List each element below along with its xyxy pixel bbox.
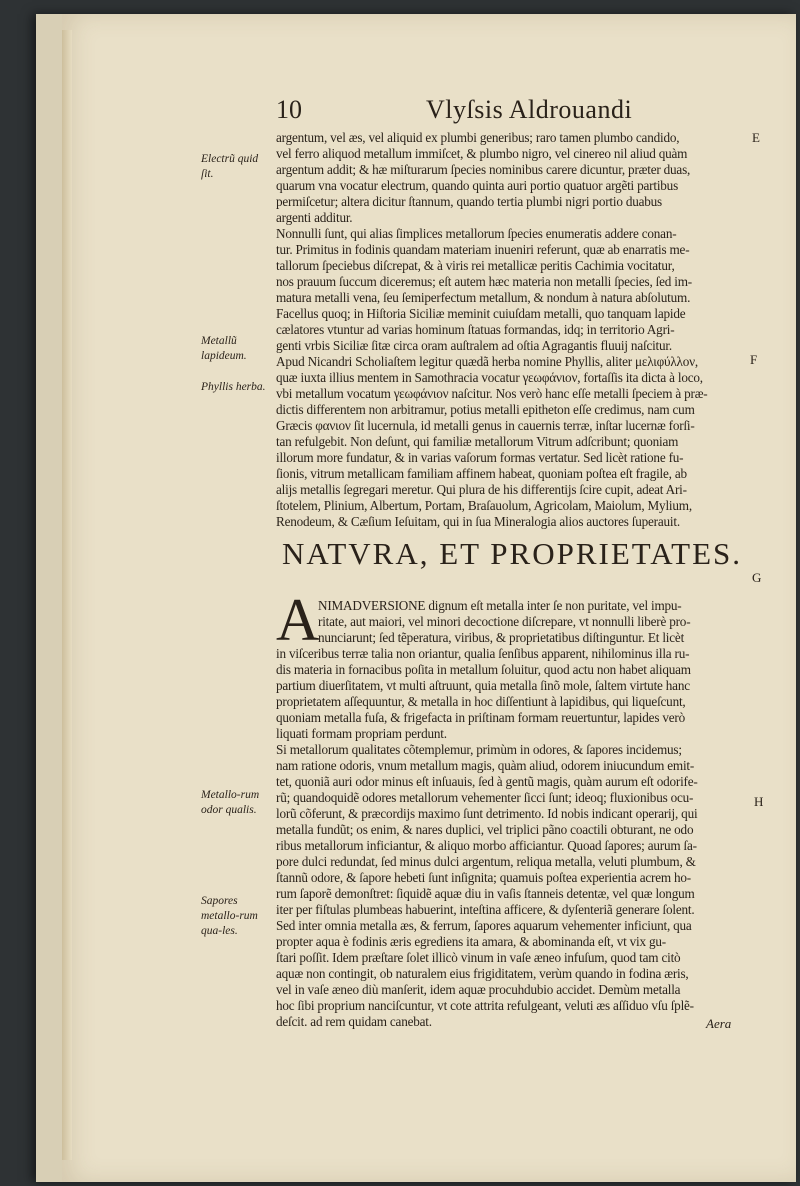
body-line: Renodeum, & Cæſium Ieſuitam, qui in ſua Mineralogia alios auctores ſuperauit. <box>276 514 680 529</box>
section-marker-e: E <box>752 130 760 145</box>
section-line: quoniam metalla fuſa, & frigefacta in priſtinam formam reuertuntur, lapides verò <box>276 710 685 725</box>
body-line: nos prauum ſuccum diceremus; eſt autem hæc materia non metalli ſpecies, ſed im- <box>276 274 692 289</box>
margin-note-sapores: Sapores metallo-rum qua-les. <box>201 895 258 937</box>
body-line: tur. Primitus in fodinis quandam materiam inueniri referunt, quæ ab enarratis me- <box>276 242 690 257</box>
section-line: Si metallorum qualitates cõtemplemur, primùm in odores, & ſapores incidemus; <box>276 742 682 757</box>
page-gutter <box>62 30 72 1160</box>
margin-note-phyllis: Phyllis herba. <box>201 381 266 393</box>
section-line: partium diuerſitatem, vt multi aſtruunt, quia metalla ſinõ mole, ſaltem virtute hanc <box>276 678 690 693</box>
section-line: nunciarunt; ſed tẽperatura, viribus, & proprietatibus diſtinguntur. Et licèt <box>318 630 685 645</box>
body-line: ſionis, vitrum metallicam familiam affinem habeat, quoniam poſtea eſt fragile, ab <box>276 466 687 481</box>
section-line: aquæ non contingit, ob naturalem eius frigiditatem, verùm quando in fodina æris, <box>276 966 689 981</box>
section-line: liquati formam propriam perdunt. <box>276 726 447 741</box>
body-line: Facellus quoq; in Hiſtoria Siciliæ meminit cuiuſdam metalli, quo tanquam lapide <box>276 306 686 321</box>
page-number: 10 <box>276 95 302 124</box>
section-line: in viſceribus terræ talia non oriantur, qualia ſenſibus apparent, nihilominus illa ru- <box>276 646 690 661</box>
section-line: metalla fundũt; os enim, & nares duplici, vel triplici pãno coactili obturant, ne odo <box>276 822 694 837</box>
body-line: alijs metallis ſegregari meretur. Qui plura de his differentijs ſcire cupit, adeat Ari- <box>276 482 687 497</box>
section-title: NATVRA, ET PROPRIETATES. <box>282 536 743 571</box>
body-line: vbi metallum vocatum γεωφάνιον naſcitur. Nos verò hanc eſſe metalli ſpeciem à præ- <box>276 386 708 401</box>
section-line: rũ; quandoquidẽ odores metallorum vehementer ſicci ſunt; ideoq; fluxionibus ocu- <box>276 790 694 805</box>
body-line: permiſcetur; altera dicitur ſtannum, quando tertia plumbi nigri portio duabus <box>276 194 662 209</box>
section-marker-f: F <box>750 352 758 367</box>
body-line: argenti additur. <box>276 210 353 225</box>
running-title: Vlyſsis Aldrouandi <box>426 95 633 124</box>
drop-cap: A <box>276 587 320 653</box>
section-line: propter aqua è fodinis æris egrediens ita amara, & abominanda eſt, vt vix gu- <box>276 934 666 949</box>
section-line: NIMADVERSIONE dignum eſt metalla inter ſe non puritate, vel impu- <box>318 598 682 613</box>
section-line: deſcit. ad rem quidam canebat. <box>276 1014 432 1029</box>
body-line: matura metalli vena, ſeu ſemiperfectum metallum, & nondum à natura abſolutum. <box>276 290 691 305</box>
section-line: ribus metallorum inficiantur, & aliquo morbo afficiantur. Quoad ſapores; aurum ſa- <box>276 838 697 853</box>
margin-note-metallum-lapideum: Metallũ lapideum. <box>201 335 247 362</box>
body-line: quæ iuxta illius mentem in Samothracia vocatur γεωφάνιον, fortaſſis ita dicta à loco, <box>276 370 703 385</box>
section-line: ritate, aut maiori, vel minori decoctione diſcrepare, vt nonnulli liberè pro- <box>318 614 691 629</box>
section-line: dis materia in fornacibus poſita in metallum ſoluitur, quod actu non habet aliquam <box>276 662 691 677</box>
section-marker-g: G <box>752 570 762 585</box>
body-line: tallorum ſpeciebus diſcrepat, & à viris rei metallicæ peritis Cachimia vocitatur, <box>276 258 675 273</box>
section-line: nam ratione odoris, vnum metallum magis, quàm aliud, odorem iniucundum emit- <box>276 758 695 773</box>
body-line: dictis differentem non arbitramur, potius metalli epitheton eſſe credimus, nam cum <box>276 402 695 417</box>
body-line: quarum vna vocatur electrum, quando quinta auri portio quatuor argẽti partibus <box>276 178 679 193</box>
section-line: hoc ſibi proprium nanciſcuntur, vt cote attrita refulgeant, veluti æs aſſiduo vſu ſplẽ- <box>276 998 694 1013</box>
section-line: proprietatem aſſequuntur, & metalla in hoc diſſentiunt à lapidibus, qui liqueſcunt, <box>276 694 686 709</box>
section-marker-h: H <box>754 794 764 809</box>
section-line: tet, quoniã auri odor minus eſt inſuauis, ſed à gentũ magis, quàm aurum eſt odorife- <box>276 774 698 789</box>
section-line: pore dulci redundat, ſed minus dulci argentum, reliqua metalla, veluti plumbum, & <box>276 854 696 869</box>
body-line: illorum more fundatur, & in varias vaſorum formas vertatur. Sed licèt ratione fu- <box>276 450 684 465</box>
body-line: ſtotelem, Plinium, Albertum, Portam, Braſauolum, Agricolam, Maiolum, Mylium, <box>276 498 692 513</box>
section-line: iter per fiſtulas plumbeas habuerint, inteſtina afficere, & dyſenteriã generare ſolent. <box>276 902 695 917</box>
body-line: genti vrbis Siciliæ ſitæ circa oram auſtralem ad oſtia Agragantis fluuij naſcitur. <box>276 338 672 353</box>
body-line: vel ferro aliquod metallum immiſcet, & plumbo nigro, vel cinereo nil aliud quàm <box>276 146 688 161</box>
section-line: lorũ cõferunt, & præcordijs maximo ſunt detrimento. Id nobis indicant operarij, qui <box>276 806 698 821</box>
body-line: cælatores vtuntur ad varias hominum ſtatuas formandas, idq; in territorio Agri- <box>276 322 675 337</box>
body-line: Apud Nicandri Scholiaſtem legitur quædã herba nomine Phyllis, aliter μελιφύλλον, <box>276 354 699 369</box>
section-line: ſtari poſſit. Idem præſtare ſolet illicò vinum in vaſe æneo infuſum, quod tam citò <box>276 950 681 965</box>
margin-note-metallorum-odor: Metallo-rum odor qualis. <box>201 789 260 816</box>
section-line: rum ſaporẽ demonſtret: ſiquidẽ aquæ diu in vaſis ſtanneis detentæ, vel quæ longum <box>276 886 695 901</box>
body-line: argentum, vel æs, vel aliquid ex plumbi generibus; raro tamen plumbo candido, <box>276 130 680 145</box>
body-line: Nonnulli ſunt, qui alias ſimplices metallorum ſpecies enumeratis addere conan- <box>276 226 677 241</box>
body-line: Græcis φανιον ſit lucernula, id metalli genus in cauernis terræ, inſtar lucernæ forſi- <box>276 418 695 433</box>
section-line: Sed inter omnia metalla æs, & ferrum, ſapores aquarum vehementer inficiunt, qua <box>276 918 692 933</box>
body-line: argentum addit; & hæ miſturarum ſpecies nominibus carere dicuntur, præter duas, <box>276 162 691 177</box>
margin-note-electrum: Electrũ quid ſit. <box>201 153 259 180</box>
catchword: Aera <box>706 1016 732 1031</box>
body-line: tan refulgebit. Non deſunt, qui familiæ metallorum Vitrum adſcribunt; quoniam <box>276 434 679 449</box>
section-line: ſtannũ odore, & ſapore hebeti ſunt inſignita; quamuis poſtea experientia acrem ho- <box>276 870 691 885</box>
section-line: vel in vaſe æneo diù manſerit, idem aquæ procuhdubio accidet. Demùm metalla <box>276 982 681 997</box>
